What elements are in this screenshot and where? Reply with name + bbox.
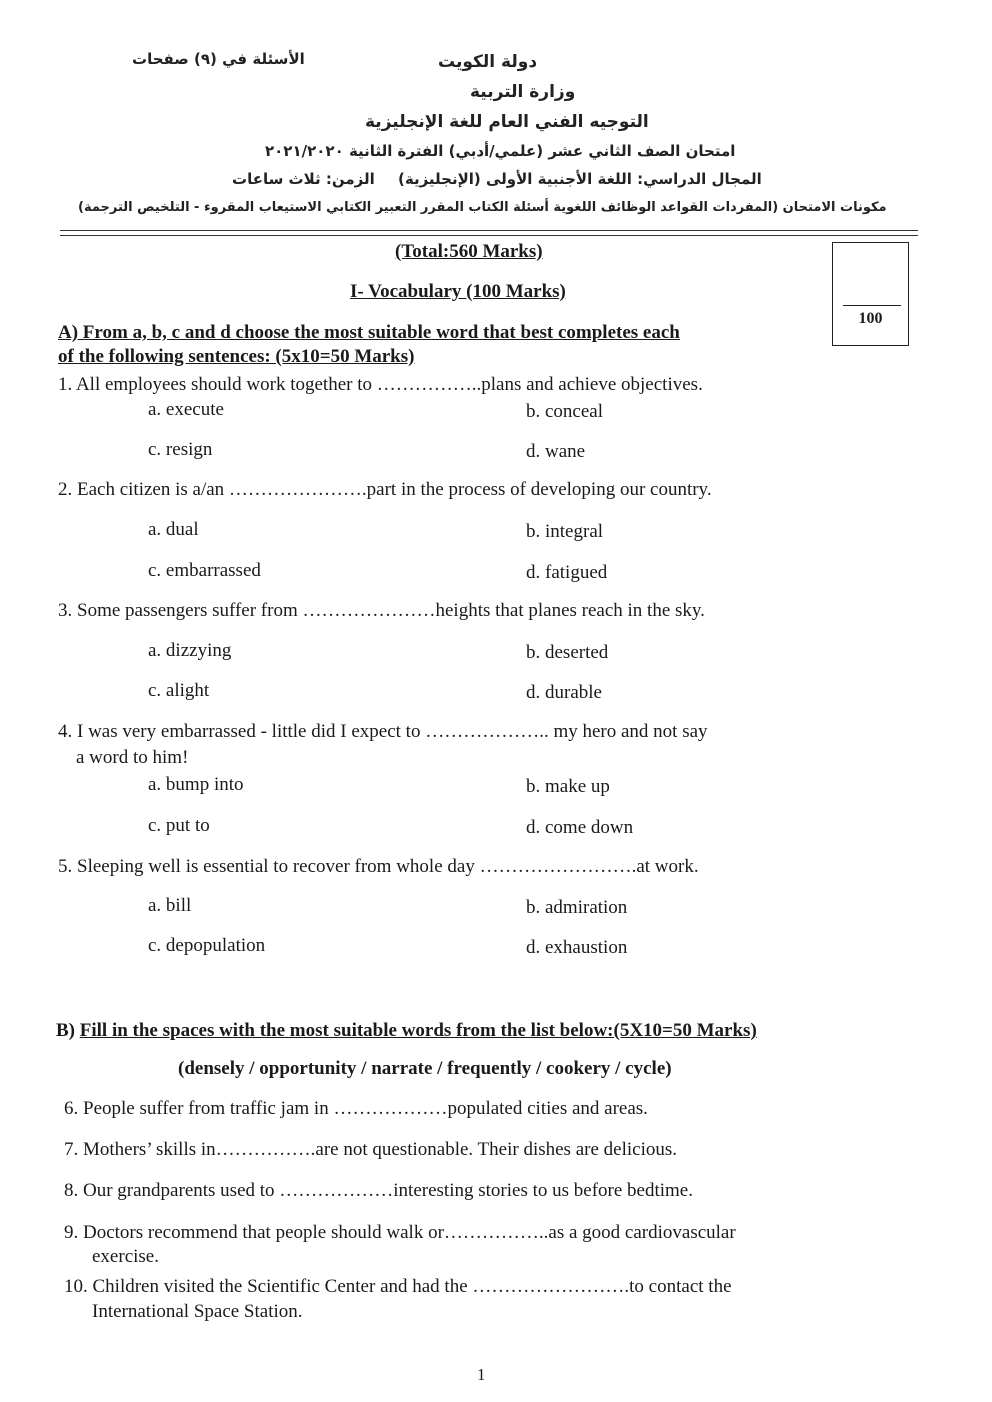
q5-option-b: b. admiration [526, 897, 628, 918]
question-10: 10. Children visited the Scientific Center and had the …………………….to contact the [64, 1276, 732, 1297]
q3-option-d: d. durable [526, 682, 602, 703]
q3-option-a: a. dizzying [148, 640, 232, 661]
q4-option-a: a. bump into [148, 774, 244, 795]
header-exam-title: امتحان الصف الثاني عشر (علمي/أدبي) الفترة الثانية ٢٠٢١/٢٠٢٠ [265, 142, 736, 160]
q1-option-c: c. resign [148, 439, 213, 460]
header-duration: الزمن: ثلاث ساعات [232, 170, 375, 188]
question-8: 8. Our grandparents used to ………………interesting stories to us before bedtime. [64, 1180, 693, 1201]
q5-option-a: a. bill [148, 895, 192, 916]
question-1: 1. All employees should work together to ……………..plans and achieve objectives. [58, 374, 703, 395]
header-divider-thick [60, 230, 918, 231]
word-list: (densely / opportunity / narrate / frequently / cookery / cycle) [178, 1058, 672, 1079]
q4-option-c: c. put to [148, 815, 210, 836]
part-b-instruction-text: Fill in the spaces with the most suitable words from the list below:(5X10=50 Marks) [79, 1020, 757, 1041]
header-pages-note: الأسئلة في (٩) صفحات [132, 50, 305, 68]
part-a-instruction-line2: of the following sentences: (5x10=50 Marks) [58, 346, 415, 367]
header-country: دولة الكويت [438, 52, 538, 72]
q5-option-c: c. depopulation [148, 935, 266, 956]
page-number: 1 [477, 1365, 486, 1384]
question-2: 2. Each citizen is a/an ………………….part in the process of developing our country. [58, 479, 712, 500]
question-6: 6. People suffer from traffic jam in ………………populated cities and areas. [64, 1098, 648, 1119]
question-3: 3. Some passengers suffer from …………………heights that planes reach in the sky. [58, 600, 705, 621]
header-supervision: التوجيه الفني العام للغة الإنجليزية [365, 112, 649, 132]
score-max: 100 [858, 310, 883, 327]
q1-option-a: a. execute [148, 399, 224, 420]
question-4: 4. I was very embarrassed - little did I expect to ……………….. my hero and not say [58, 721, 708, 742]
question-9-line2: exercise. [92, 1246, 159, 1267]
part-b-instruction [56, 1020, 757, 1042]
question-4-line2: a word to him! [76, 747, 189, 768]
header-divider-thin [60, 235, 918, 236]
question-5: 5. Sleeping well is essential to recover from whole day …………………….at work. [58, 856, 699, 877]
header-ministry: وزارة التربية [470, 82, 576, 102]
q1-option-b: b. conceal [526, 401, 604, 422]
q2-option-c: c. embarrassed [148, 560, 261, 581]
header-components: مكونات الامتحان (المفردات القواعد الوظائف اللغوية أسئلة الكتاب المقرر التعبير الكتابي الاستيعاب المقروء - التلخيص الترجمة) [78, 200, 887, 215]
q3-option-c: c. alight [148, 680, 210, 701]
part-a-instruction-line1: A) From a, b, c and d choose the most suitable word that best completes each [58, 322, 680, 343]
q4-option-b: b. make up [526, 776, 610, 797]
section-title: I- Vocabulary (100 Marks) [350, 281, 566, 302]
q4-option-d: d. come down [526, 817, 634, 838]
score-box-line [843, 305, 901, 306]
question-7: 7. Mothers’ skills in…………….are not questionable. Their dishes are delicious. [64, 1139, 677, 1160]
part-a-instruction [58, 321, 828, 369]
q3-option-b: b. deserted [526, 642, 609, 663]
score-box [832, 242, 909, 346]
total-marks: (Total:560 Marks) [395, 241, 543, 262]
part-b-label: B) [56, 1020, 80, 1041]
q1-option-d: d. wane [526, 441, 586, 462]
q2-option-d: d. fatigued [526, 562, 608, 583]
question-10-line2: International Space Station. [92, 1301, 303, 1322]
header-subject: المجال الدراسي: اللغة الأجنبية الأولى (الإنجليزية) [398, 170, 762, 188]
q5-option-d: d. exhaustion [526, 937, 628, 958]
q2-option-a: a. dual [148, 519, 199, 540]
question-9: 9. Doctors recommend that people should walk or……………..as a good cardiovascular [64, 1222, 736, 1243]
q2-option-b: b. integral [526, 521, 604, 542]
